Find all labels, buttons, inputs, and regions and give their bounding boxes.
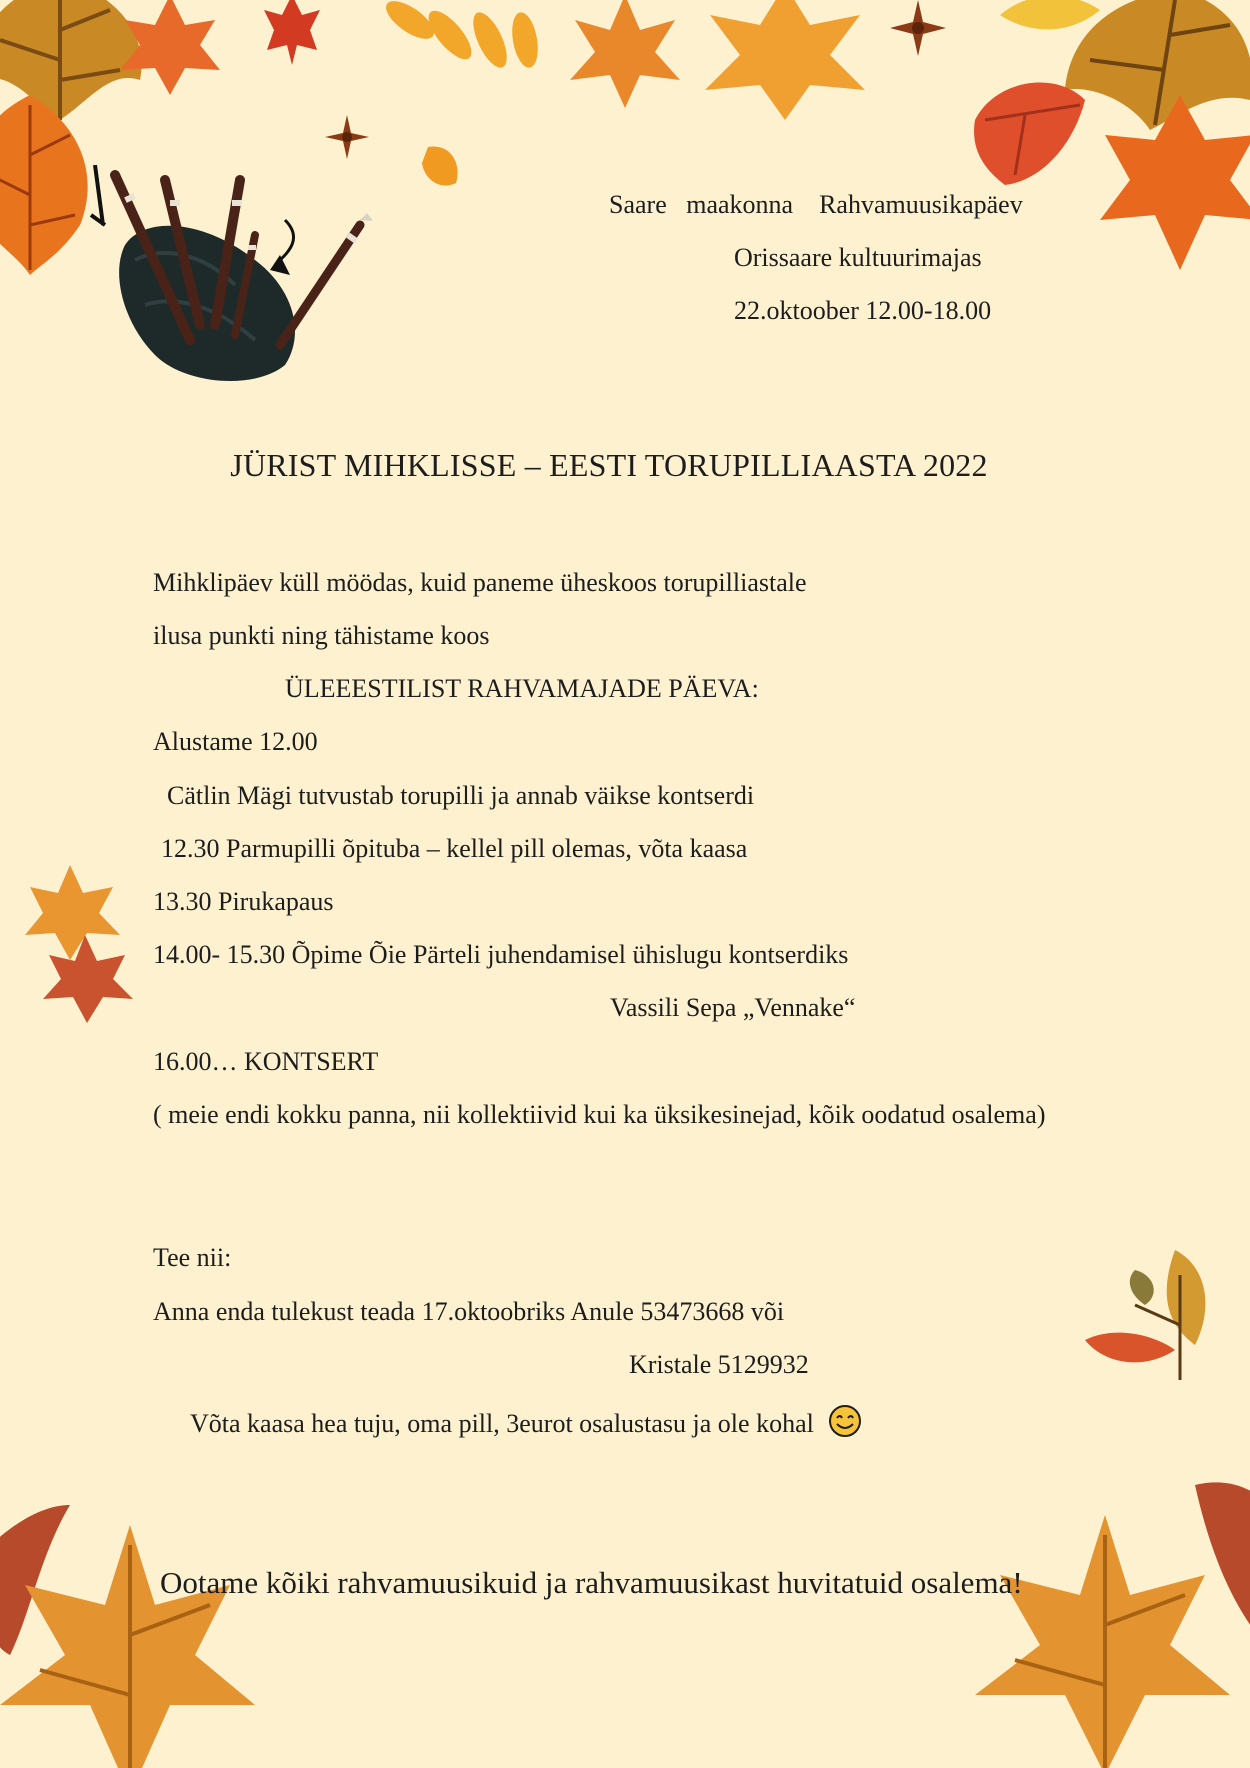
intro-line-3: ÜLEEESTILIST RAHVAMAJADE PÄEVA: <box>285 674 759 703</box>
bagpipe-icon <box>85 165 425 395</box>
leaf-bottom-left-icon <box>0 1495 280 1768</box>
leaf-small-orange-icon <box>420 143 462 191</box>
program-item-2: 12.30 Parmupilli õpituba – kellel pill olemas, võta kaasa <box>161 834 748 863</box>
header-date-time: 22.oktoober 12.00-18.00 <box>734 296 992 325</box>
header-venue: Orissaare kultuurimajas <box>734 243 982 272</box>
program-item-5: 16.00… KONTSERT <box>153 1047 379 1076</box>
leaf-left-middle-icon <box>25 865 135 1025</box>
leaf-bottom-right-icon <box>975 1475 1250 1768</box>
program-item-1: Cätlin Mägi tutvustab torupilli ja annab väikse kontserdi <box>167 781 755 810</box>
intro-line-2: ilusa punkti ning tähistame koos <box>153 621 490 650</box>
intro-line-1: Mihklipäev küll möödas, kuid paneme üheskoos torupilliastale <box>153 568 807 597</box>
signup-line-2: Kristale 5129932 <box>629 1350 809 1379</box>
program-item-3: 13.30 Pirukapaus <box>153 887 334 916</box>
bring-text: Võta kaasa hea tuju, oma pill, 3eurot osalustasu ja ole kohal <box>190 1409 814 1438</box>
footer-invitation: Ootame kõiki rahvamuusikuid ja rahvamuusikast huvitatuid osalema! <box>160 1565 1023 1600</box>
leaf-right-red-icon <box>965 60 1095 190</box>
leaf-right-orange-icon <box>1090 90 1250 270</box>
leaf-top-yellow-icon <box>380 0 560 100</box>
star-anise-top-icon <box>890 0 946 56</box>
smiley-icon <box>828 1404 862 1438</box>
leaf-top-maple-icon <box>565 0 685 110</box>
leaf-right-middle-icon <box>1075 1245 1225 1385</box>
leaf-top-center-icon <box>700 0 870 120</box>
star-anise-left-icon <box>325 115 369 159</box>
page-title: JÜRIST MIHKLISSE – EESTI TORUPILLIAASTA 2022 <box>230 447 988 483</box>
program-item-4-song: Vassili Sepa „Vennake“ <box>610 993 856 1022</box>
concert-note: ( meie endi kokku panna, nii kollektiivid kui ka üksikesinejad, kõik oodatud osalema) <box>153 1100 1046 1129</box>
header-county-event: Saare maakonna Rahvamuusikapäev <box>609 190 1023 219</box>
program-item-4: 14.00- 15.30 Õpime Õie Pärteli juhendamisel ühislugu kontserdiks <box>153 940 849 969</box>
leaf-top-small-red-icon <box>262 0 322 65</box>
signup-line-1: Anna enda tulekust teada 17.oktoobriks Anule 53473668 või <box>153 1297 785 1326</box>
bring-line <box>190 1404 862 1439</box>
instructions-title: Tee nii: <box>153 1243 232 1272</box>
program-start: Alustame 12.00 <box>153 727 318 756</box>
leaf-top-red-icon <box>115 0 225 100</box>
